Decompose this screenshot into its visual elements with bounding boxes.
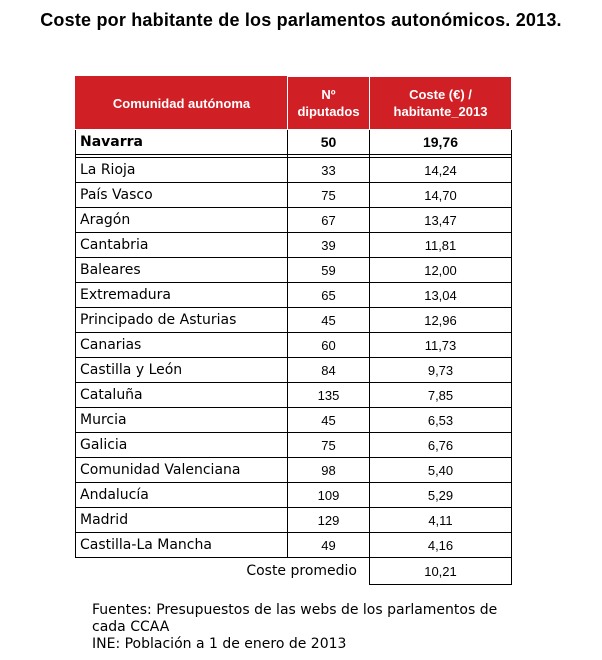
cell-deputies: 59 bbox=[288, 258, 370, 283]
page-title: Coste por habitante de los parlamentos autonómicos. 2013. bbox=[40, 10, 562, 30]
cell-cost: 5,40 bbox=[370, 458, 512, 483]
sources-line-1: Fuentes: Presupuestos de las webs de los parlamentos de bbox=[92, 602, 498, 618]
cell-deputies: 129 bbox=[288, 508, 370, 533]
cell-cost: 7,85 bbox=[370, 383, 512, 408]
cell-deputies: 50 bbox=[288, 130, 370, 155]
cell-community: Canarias bbox=[76, 333, 288, 358]
cell-cost: 19,76 bbox=[370, 130, 512, 155]
header-community: Comunidad autónoma bbox=[76, 77, 288, 130]
cell-cost: 12,96 bbox=[370, 308, 512, 333]
table-row bbox=[76, 458, 512, 483]
cell-deputies: 135 bbox=[288, 383, 370, 408]
average-label: Coste promedio bbox=[246, 563, 357, 580]
table-row bbox=[76, 158, 512, 183]
table-row bbox=[76, 258, 512, 283]
cell-deputies: 39 bbox=[288, 233, 370, 258]
average-value: 10,21 bbox=[370, 558, 512, 585]
cell-community: País Vasco bbox=[76, 183, 288, 208]
cell-community: Castilla-La Mancha bbox=[76, 533, 288, 558]
cell-deputies: 67 bbox=[288, 208, 370, 233]
table-row bbox=[76, 233, 512, 258]
cell-deputies: 84 bbox=[288, 358, 370, 383]
table-header-row bbox=[76, 77, 512, 130]
table-row bbox=[76, 533, 512, 558]
cell-deputies: 49 bbox=[288, 533, 370, 558]
cell-community: Murcia bbox=[76, 408, 288, 433]
table-body bbox=[76, 130, 512, 558]
cell-deputies: 45 bbox=[288, 308, 370, 333]
cost-table bbox=[75, 76, 512, 585]
cell-community: Cantabria bbox=[76, 233, 288, 258]
header-cost: Coste (€) / habitante_2013 bbox=[370, 77, 512, 130]
table-row bbox=[76, 208, 512, 233]
cell-cost: 14,24 bbox=[370, 158, 512, 183]
cell-deputies: 98 bbox=[288, 458, 370, 483]
cell-cost: 14,70 bbox=[370, 183, 512, 208]
cell-community: Comunidad Valenciana bbox=[76, 458, 288, 483]
cell-cost: 6,76 bbox=[370, 433, 512, 458]
cell-community: Cataluña bbox=[76, 383, 288, 408]
sources-note bbox=[92, 602, 497, 653]
cell-cost: 11,73 bbox=[370, 333, 512, 358]
cell-community: Castilla y León bbox=[76, 358, 288, 383]
cell-cost: 6,53 bbox=[370, 408, 512, 433]
cell-community: Andalucía bbox=[76, 483, 288, 508]
cell-community: Baleares bbox=[76, 258, 288, 283]
cell-deputies: 33 bbox=[288, 158, 370, 183]
cell-community: Extremadura bbox=[76, 283, 288, 308]
cell-community: Principado de Asturias bbox=[76, 308, 288, 333]
table-row bbox=[76, 383, 512, 408]
table-row bbox=[76, 483, 512, 508]
cell-community: Navarra bbox=[76, 130, 288, 155]
cell-deputies: 109 bbox=[288, 483, 370, 508]
cell-deputies: 75 bbox=[288, 433, 370, 458]
table-row bbox=[76, 508, 512, 533]
table-row bbox=[76, 183, 512, 208]
table-row bbox=[76, 333, 512, 358]
cell-community: Aragón bbox=[76, 208, 288, 233]
cell-cost: 13,04 bbox=[370, 283, 512, 308]
sources-line-3: INE: Población a 1 de enero de 2013 bbox=[92, 636, 347, 652]
cell-deputies: 45 bbox=[288, 408, 370, 433]
sources-line-2: cada CCAA bbox=[92, 619, 170, 635]
cell-cost: 12,00 bbox=[370, 258, 512, 283]
header-deputies: Nº diputados bbox=[288, 77, 370, 130]
cell-cost: 9,73 bbox=[370, 358, 512, 383]
cell-cost: 4,16 bbox=[370, 533, 512, 558]
cell-cost: 5,29 bbox=[370, 483, 512, 508]
cell-cost: 13,47 bbox=[370, 208, 512, 233]
table-row bbox=[76, 130, 512, 155]
cell-deputies: 75 bbox=[288, 183, 370, 208]
cell-cost: 4,11 bbox=[370, 508, 512, 533]
cell-community: La Rioja bbox=[76, 158, 288, 183]
cell-deputies: 60 bbox=[288, 333, 370, 358]
average-row bbox=[76, 558, 512, 585]
cell-community: Galicia bbox=[76, 433, 288, 458]
table-row bbox=[76, 308, 512, 333]
cell-community: Madrid bbox=[76, 508, 288, 533]
cell-cost: 11,81 bbox=[370, 233, 512, 258]
table-row bbox=[76, 408, 512, 433]
table-row bbox=[76, 283, 512, 308]
table-row bbox=[76, 358, 512, 383]
cell-deputies: 65 bbox=[288, 283, 370, 308]
table-row bbox=[76, 433, 512, 458]
